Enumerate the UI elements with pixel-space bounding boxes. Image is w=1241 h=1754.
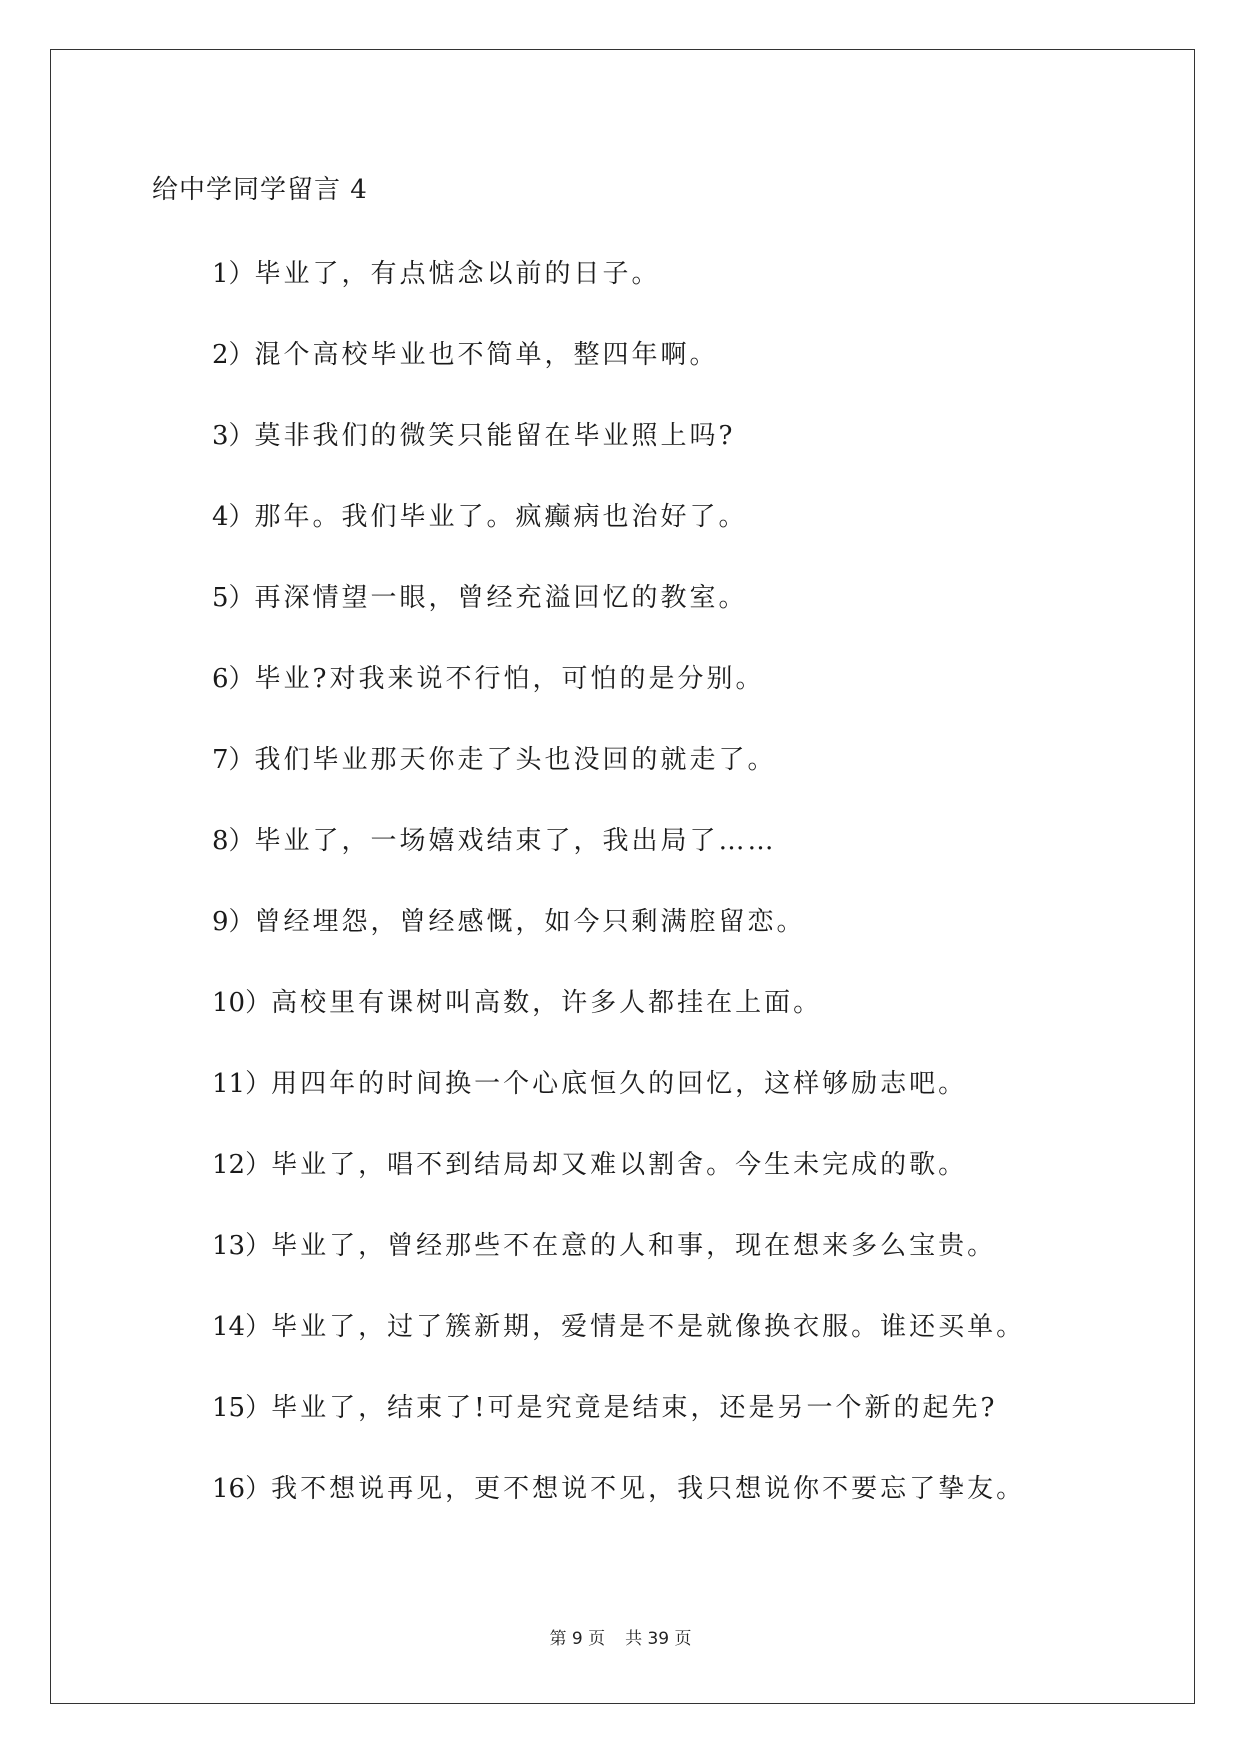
item-number: 5）: [212, 583, 255, 613]
message-list: [212, 256, 1025, 1552]
list-item: [212, 256, 1025, 337]
item-text: 我不想说再见，更不想说不见，我只想说你不要忘了挚友。: [271, 1474, 1026, 1504]
list-item: [212, 1147, 1025, 1228]
item-text: 曾经埋怨，曾经感慨，如今只剩满腔留恋。: [254, 907, 806, 937]
item-text: 毕业了，曾经那些不在意的人和事，现在想来多么宝贵。: [271, 1231, 997, 1261]
item-text: 莫非我们的微笑只能留在毕业照上吗?: [254, 421, 736, 451]
item-number: 10）: [212, 988, 272, 1018]
item-number: 13）: [212, 1231, 272, 1261]
item-number: 4）: [212, 502, 255, 532]
item-text: 毕业了，有点惦念以前的日子。: [254, 259, 661, 289]
list-item: [212, 742, 1025, 823]
list-item: [212, 985, 1025, 1066]
item-number: 15）: [212, 1393, 272, 1423]
item-text: 毕业了，一场嬉戏结束了，我出局了……: [254, 826, 777, 856]
list-item: [212, 823, 1025, 904]
item-text: 那年。我们毕业了。疯癫病也治好了。: [254, 502, 748, 532]
list-item: [212, 337, 1025, 418]
item-text: 高校里有课树叫高数，许多人都挂在上面。: [271, 988, 823, 1018]
item-number: 6）: [212, 664, 255, 694]
list-item: [212, 499, 1025, 580]
item-number: 2）: [212, 340, 255, 370]
item-text: 混个高校毕业也不简单，整四年啊。: [254, 340, 719, 370]
list-item: [212, 661, 1025, 742]
item-number: 7）: [212, 745, 255, 775]
list-item: [212, 580, 1025, 661]
item-text: 毕业了，过了簇新期，爱情是不是就像换衣服。谁还买单。: [271, 1312, 1026, 1342]
item-number: 12）: [212, 1150, 272, 1180]
list-item: [212, 1471, 1025, 1552]
list-item: [212, 1309, 1025, 1390]
document-title: 给中学同学留言 4: [152, 175, 368, 205]
item-text: 毕业了，唱不到结局却又难以割舍。今生未完成的歌。: [271, 1150, 968, 1180]
item-text: 再深情望一眼，曾经充溢回忆的教室。: [254, 583, 748, 613]
list-item: [212, 1228, 1025, 1309]
list-item: [212, 904, 1025, 985]
item-number: 9）: [212, 907, 255, 937]
total-pages: 共 39 页: [625, 1629, 692, 1649]
item-number: 1）: [212, 259, 255, 289]
list-item: [212, 1390, 1025, 1471]
item-number: 16）: [212, 1474, 272, 1504]
item-number: 3）: [212, 421, 255, 451]
item-text: 我们毕业那天你走了头也没回的就走了。: [254, 745, 777, 775]
item-text: 毕业?对我来说不行怕，可怕的是分别。: [254, 664, 765, 694]
item-text: 毕业了，结束了!可是究竟是结束，还是另一个新的起先?: [271, 1393, 998, 1423]
item-number: 8）: [212, 826, 255, 856]
page-number: 第 9 页: [549, 1629, 606, 1649]
item-number: 14）: [212, 1312, 272, 1342]
item-number: 11）: [212, 1069, 272, 1099]
list-item: [212, 418, 1025, 499]
page-footer: [0, 1627, 1241, 1651]
list-item: [212, 1066, 1025, 1147]
item-text: 用四年的时间换一个心底恒久的回忆，这样够励志吧。: [271, 1069, 968, 1099]
